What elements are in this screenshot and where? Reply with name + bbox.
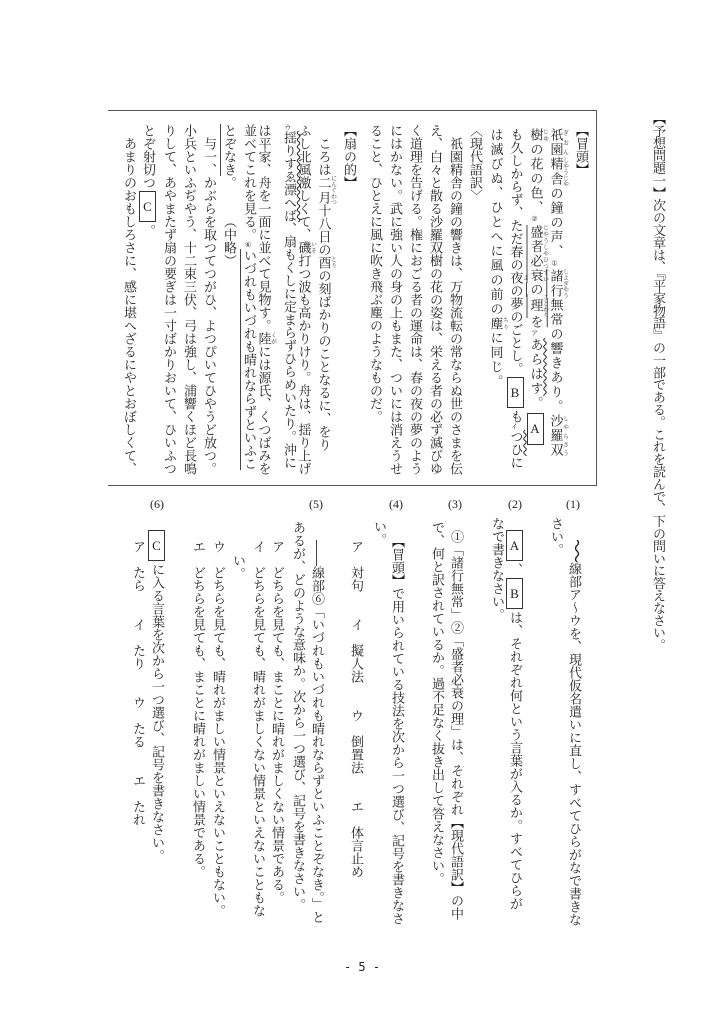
text-run: ア たら イ たり ウ たる エ たれ	[130, 540, 145, 826]
text-run: の刻ばかりのことなるに、をり	[315, 269, 331, 451]
text-run: ころは	[315, 124, 331, 176]
blank-box-c: C	[139, 191, 156, 222]
blank-box-a: A	[506, 530, 523, 561]
text-run: く道理を告げる。権におごる者の運命は、春の夜の夢のよう	[407, 124, 422, 475]
question-number: (2)	[508, 497, 522, 511]
text-run: 〈現代語訳〉	[467, 124, 482, 202]
text-run: 【冒頭】で用いられている技法を次から一つ選び、記号を書きなさ	[389, 535, 404, 925]
problem-title: 【予想問題一】次の文章は、『平家物語』の一部である。これを読んで、下の問いに答えなさい。	[650, 112, 665, 652]
annotation-mark: ウ	[284, 124, 292, 131]
text-run: エ どちらを見ても、まことに晴れがましい情景である。	[190, 540, 205, 878]
text-run: え、白々と散る沙羅双樹の花の姿は、栄える者の必ず滅びゆ	[427, 124, 442, 475]
wavy-underlined-text: あらはす	[527, 338, 543, 396]
question-line	[565, 540, 581, 926]
question-line	[347, 540, 363, 878]
wavy-underlined-text: 揺りすゑ漂へば	[281, 131, 296, 222]
wavy-underlined-text: つひ	[507, 430, 523, 456]
text-run: 無常	[547, 298, 563, 328]
question-line	[370, 520, 386, 546]
text-run: の	[527, 282, 543, 297]
ruby-word: 二月 にんぐわつ	[315, 175, 337, 205]
text-run: ること、ひとえに風に吹き飛ぶ塵のようなものだ。	[367, 124, 382, 423]
question-number: (3)	[448, 497, 462, 511]
ruby-word: 磯 いそ	[295, 241, 317, 254]
question-line	[308, 540, 324, 924]
text-run: の響きあり。	[547, 327, 563, 415]
passage-line	[280, 124, 296, 469]
question-line	[249, 540, 265, 917]
ruby-word: 盛者必衰 じやうしやひつすい	[527, 224, 549, 283]
text-run: ア 対句 イ 擬人法 ウ 倒置法 エ 体言止め	[348, 540, 363, 878]
question-line	[388, 535, 404, 925]
annotation-mark: ア	[530, 329, 539, 338]
passage-line	[240, 124, 256, 470]
text-run: ア どちらを見ても、まことに晴れがましくない情景である。	[269, 540, 284, 904]
question-line	[129, 540, 145, 826]
text-run: は、それぞれ何という言葉が入るか。すべてひらが	[507, 611, 522, 910]
passage-line	[572, 124, 588, 176]
text-run: ふし北風激しくて、	[295, 124, 311, 241]
question-line	[149, 528, 165, 862]
ruby-word: 陸 くが	[255, 332, 277, 345]
text-run: の鐘の声、	[547, 186, 563, 260]
passage-line	[466, 124, 482, 202]
text-run: 祇園精舎の鐘の響きは、万物流転の常ならぬ世のさまを伝	[447, 124, 462, 475]
ruby-word: 祇園 ぎおん	[547, 128, 569, 157]
text-run: 【冒頭】	[573, 124, 588, 176]
blank-box-a: A	[527, 413, 544, 446]
sidelined-text	[221, 124, 236, 176]
ruby-word: 諸行 しよぎやう	[547, 268, 569, 299]
text-run: に入る言葉を次から一つ選び、記号を書きなさい。	[149, 563, 164, 862]
text-run: あるが、どのような意味か。次から一つ選び、記号を書きなさい。	[290, 521, 305, 911]
text-run: ①「諸行無常」②「盛者必衰の理」は、それぞれ【現代語訳】の中	[448, 530, 463, 920]
passage-line	[340, 124, 356, 189]
question-line	[428, 521, 444, 885]
passage-line	[315, 124, 337, 451]
wavy-line-icon	[566, 540, 581, 562]
annotation-mark: ②	[530, 215, 539, 225]
page-number: - 5 -	[343, 960, 381, 974]
text-run: 。	[140, 224, 155, 237]
text-run: は平家、舟を一面に並べて見物す。	[255, 124, 271, 332]
text-run: の夢のごとし。	[507, 284, 523, 375]
text-run: いづれもいづれも晴れならずといふこ	[241, 249, 256, 470]
text-run: 打つ波も高かりけり。舟は、揺り上げ	[295, 254, 311, 475]
text-run: い。	[230, 554, 245, 580]
question-line	[268, 540, 284, 904]
question-line	[229, 554, 245, 580]
text-run: 【扇の的】	[341, 124, 356, 189]
ruby-word: 夜 よ	[507, 271, 529, 284]
passage-line	[366, 124, 382, 423]
question-number: (6)	[150, 497, 164, 511]
text-run: は滅びぬ、ひとへに風の前の	[487, 128, 503, 317]
text-run: も久しからず、ただ春の	[507, 128, 523, 271]
annotation-mark: イ	[510, 423, 519, 430]
question-line	[209, 540, 225, 917]
text-run: 。	[527, 396, 543, 411]
question-number: (1)	[566, 497, 580, 511]
text-run: には源氏、くつばみを	[255, 345, 271, 475]
sidelined-text	[547, 268, 569, 328]
text-run: ウ どちらを見ても、晴れがましい情景といえないこともない。	[210, 540, 225, 917]
sidelined-text	[241, 249, 256, 470]
text-run: なで書きなさい。	[489, 517, 504, 621]
blank-box-b: B	[506, 578, 523, 609]
blank-box-b: B	[507, 377, 524, 408]
ruby-word: 沙羅双 しやらさう	[547, 414, 569, 458]
text-run: 、扇もくしに定まらずひらめいたり。沖に	[281, 222, 296, 469]
blank-box-c: C	[148, 530, 165, 561]
ruby-word: 理 ことわり	[527, 294, 549, 318]
passage-line	[547, 128, 569, 458]
passage-line	[426, 124, 442, 475]
question-line	[289, 521, 305, 911]
text-run: い。	[371, 520, 386, 546]
passage-line	[255, 124, 277, 475]
text-run: で、何と訳されているか。過不足なく抜き出して答えなさい。	[429, 521, 444, 885]
text-run: にはかない。武に強い人の身の上もまた、ついには消えうせ	[387, 124, 402, 475]
question-line	[447, 530, 463, 920]
ruby-word: 酉 とり	[315, 256, 337, 269]
text-run: 十八日の	[315, 204, 331, 256]
ruby-word: 塵 ちり	[487, 316, 509, 331]
question-line	[189, 540, 205, 878]
passage-line	[200, 124, 216, 475]
text-run: とぞ射切つ	[140, 124, 155, 189]
text-run: あまりのおもしろさに、感に堪へざるにやとおぼしくて、	[121, 124, 136, 475]
text-run: を	[527, 315, 543, 330]
passage-line	[160, 124, 176, 475]
sidelined-text	[527, 224, 549, 318]
passage-line	[527, 128, 549, 447]
text-run: イ どちらを見ても、晴れがましくない情景といえないこともな	[250, 540, 265, 917]
text-run: の花の色、	[527, 142, 543, 215]
question-number: (4)	[389, 497, 403, 511]
text-run: りして、あやまたず扇の要ぎは一寸ばかりおいて、ひいふつ	[161, 124, 176, 475]
passage-line	[446, 124, 462, 475]
passage-line	[487, 128, 509, 389]
passage-line	[406, 124, 422, 475]
text-run: も	[507, 410, 523, 423]
text-run: 並べてこれを見る。	[241, 124, 256, 241]
question-line	[547, 517, 563, 556]
annotation-mark: ①	[550, 259, 559, 269]
text-run: に	[507, 456, 523, 469]
passage-line	[507, 128, 529, 469]
ruby-word: 樹 じゆ	[527, 128, 549, 143]
passage-line	[295, 124, 317, 475]
question-number: (5)	[309, 497, 323, 511]
text-run: 線部ア〜ウを、現代仮名遣いに直し、すべてひらがなで書きな	[566, 562, 581, 926]
ruby-word: 精舎 しやうじや	[547, 157, 569, 187]
passage-line	[386, 124, 402, 475]
text-run: に同じ。	[487, 331, 503, 389]
passage-line	[120, 124, 136, 475]
text-run: さい。	[548, 517, 563, 556]
question-line	[507, 528, 523, 910]
text-run: ――線部⑥「いづれもいづれも晴れならずといふことぞなき。」と	[309, 540, 324, 924]
text-run: 小兵といふぢやう、十二束三伏、弓は強し、浦響くほど長鳴	[181, 124, 196, 475]
passage-line	[140, 124, 156, 237]
text-run: 、	[507, 563, 522, 576]
question-line	[488, 517, 504, 621]
passage-line	[220, 124, 236, 267]
passage-line	[180, 124, 196, 475]
text-run: 与一、かぶらを取つてつがひ、よつぴいてひやうど放つ。	[201, 124, 216, 475]
text-run: 。 （中略）	[221, 176, 236, 267]
annotation-mark: ⑥	[244, 241, 252, 249]
text-run: とぞなき	[221, 124, 236, 176]
